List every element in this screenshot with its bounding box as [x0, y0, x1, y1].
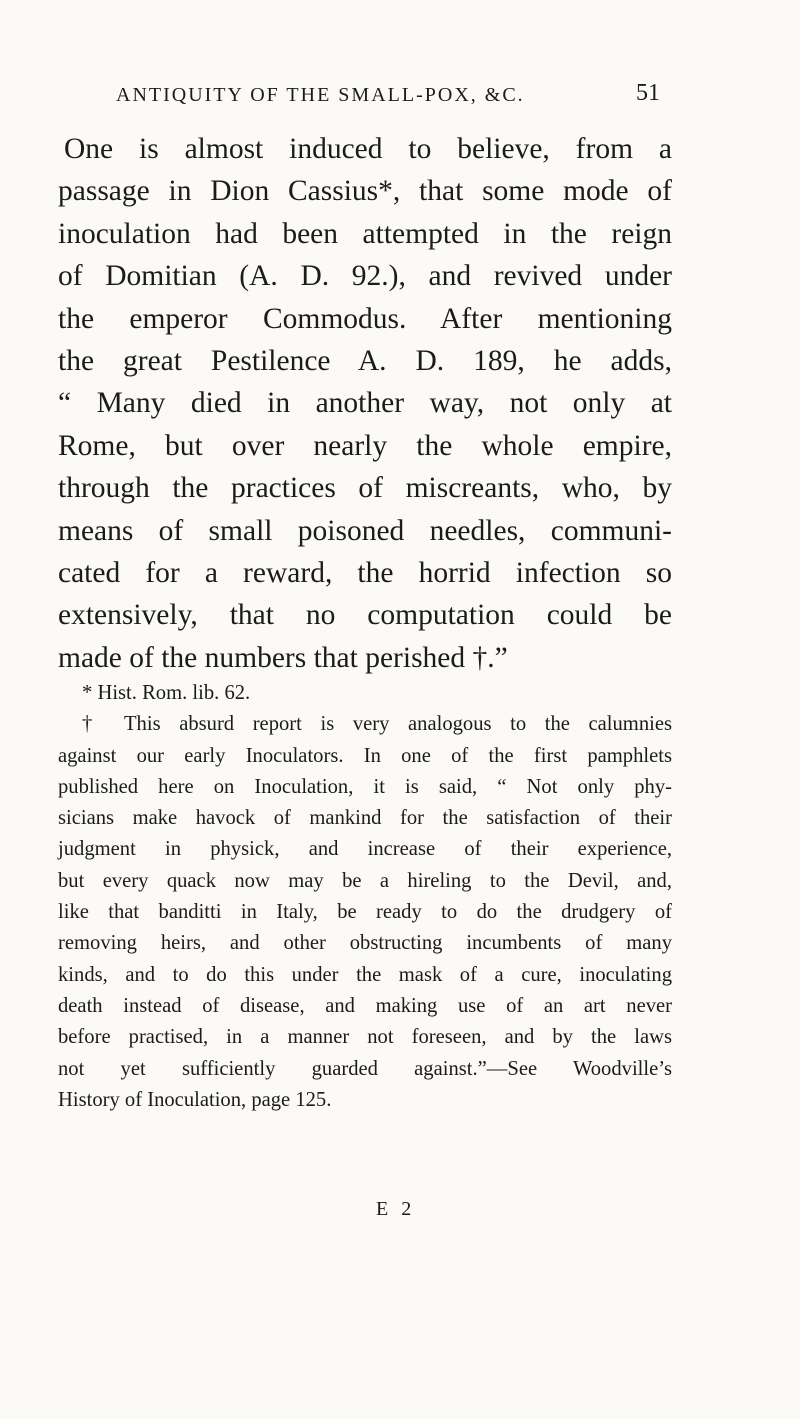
body-line: the emperor Commodus. After mentioning — [58, 302, 672, 335]
footnote-line: against our early Inoculators. In one of the first pamphlets — [58, 744, 672, 767]
body-line: One is almost induced to believe, from a — [64, 133, 672, 165]
footnote-line: death instead of disease, and making use of an art never — [58, 994, 672, 1017]
body-line: passage in Dion Cassius*, that some mode of — [58, 175, 672, 208]
signature-mark: E 2 — [376, 1198, 416, 1220]
body-line: extensively, that no computation could be — [58, 599, 672, 632]
body-line: through the practices of miscreants, who, by — [58, 472, 672, 505]
body-line: of Domitian (A. D. 92.), and revived under — [58, 260, 672, 293]
footnote-line: sicians make havock of mankind for the satisfaction of their — [58, 807, 672, 830]
footnote-line: History of Inoculation, page 125. — [58, 1088, 332, 1111]
page-number: 51 — [636, 80, 660, 106]
body-line: inoculation had been attempted in the reign — [58, 217, 672, 250]
footnotes — [58, 678, 672, 1116]
body-line: the great Pestilence A. D. 189, he adds, — [58, 345, 672, 378]
footnote-hist-rom: * Hist. Rom. lib. 62. — [82, 682, 251, 704]
footnote-line: before practised, in a manner not foreseen, and by the laws — [58, 1026, 672, 1049]
footnote-line: judgment in physick, and increase of their experience, — [58, 838, 672, 861]
body-line: made of the numbers that perished †.” — [58, 641, 508, 674]
footnote-line: kinds, and to do this under the mask of a cure, inoculating — [58, 963, 672, 986]
footnote-line: removing heirs, and other obstructing incumbents of many — [58, 932, 672, 955]
footnote-line: not yet sufficiently guarded against.”—See Woodville’s — [58, 1057, 672, 1080]
body-line: means of small poisoned needles, communi- — [58, 514, 672, 547]
footnote-line: like that banditti in Italy, be ready to do the drudgery of — [58, 901, 672, 924]
footnote-line: published here on Inoculation, it is said, “ Not only phy- — [58, 775, 672, 798]
running-head — [116, 80, 660, 116]
footnote-line: † This absurd report is very analogous to the calumnies — [82, 713, 672, 736]
body-paragraph — [58, 128, 672, 679]
footnote-line: but every quack now may be a hireling to the Devil, and, — [58, 869, 672, 892]
body-line: “ Many died in another way, not only at — [58, 387, 672, 420]
body-line: cated for a reward, the horrid infection so — [58, 557, 672, 590]
body-line: Rome, but over nearly the whole empire, — [58, 429, 672, 462]
running-title: ANTIQUITY OF THE SMALL-POX, &C. — [116, 84, 525, 106]
